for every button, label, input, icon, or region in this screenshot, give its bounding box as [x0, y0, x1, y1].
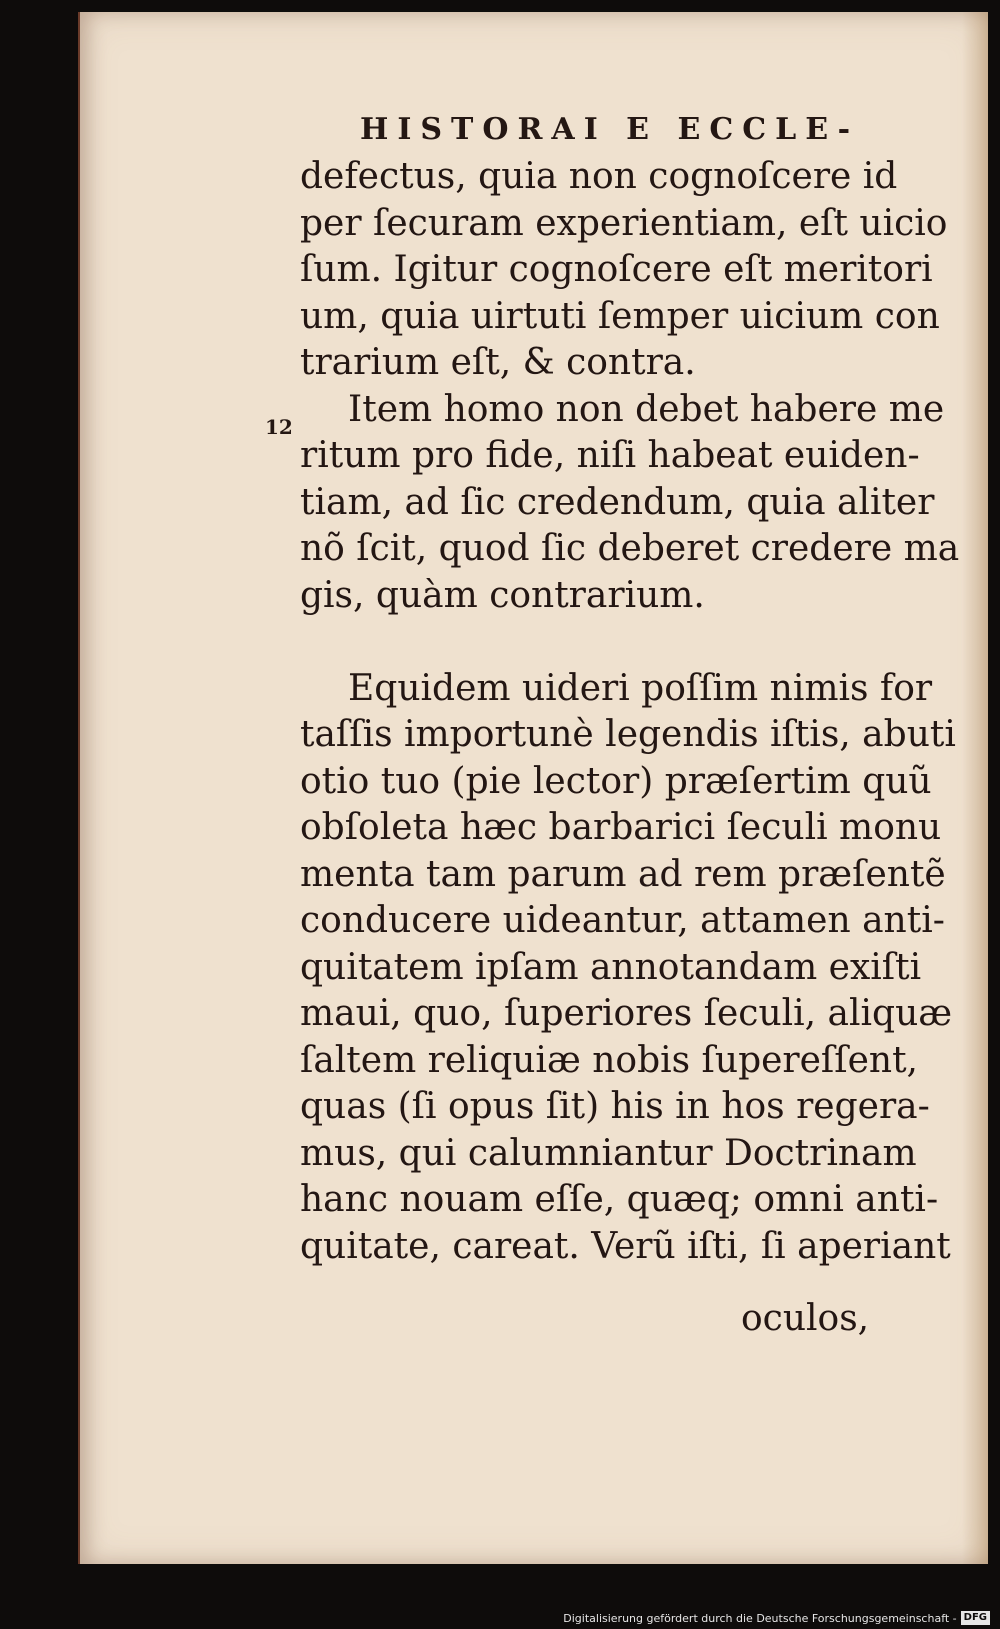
text-line: um, quia uirtuti ſemper uicium con — [300, 295, 940, 337]
text-line: tiam, ad ſic credendum, quia aliter — [300, 481, 935, 523]
footer-credit-text: Digitalisierung gefördert durch die Deutsche Forschungsgemeinschaft - — [563, 1611, 957, 1625]
paragraph-3 — [300, 666, 956, 1271]
text-line: maui, quo, ſuperiores ſeculi, aliquæ — [300, 993, 953, 1034]
body-text — [300, 154, 960, 1270]
text-line: conducere uideantur, attamen anti- — [300, 900, 945, 941]
running-head: HISTORAI E ECCLE- — [360, 112, 860, 147]
text-line: ſaltem reliquiæ nobis ſupereſſent, — [300, 1039, 918, 1081]
text-line: quas (ſi opus ſit) his in hos regera- — [300, 1086, 930, 1127]
text-line: per ſecuram experientiam, eſt uicio — [300, 202, 948, 244]
text-line: gis, quàm contrarium. — [300, 574, 705, 616]
catchword: oculos, — [741, 1298, 870, 1339]
paragraph-1 — [300, 154, 948, 387]
dfg-logo: DFG — [961, 1611, 990, 1625]
digitization-footer — [563, 1611, 990, 1625]
text-line: hanc nouam eſſe, quæq; omni anti- — [300, 1179, 939, 1220]
text-line: quitate, careat. Verũ iſti, ſi aperiant — [300, 1225, 951, 1267]
paragraph-gap — [300, 619, 940, 666]
text-line: ritum pro fide, niſi habeat euiden- — [300, 435, 920, 476]
paragraph-2 — [300, 387, 960, 620]
text-line: trarium eſt, & contra. — [300, 342, 696, 383]
text-line: defectus, quia non cognoſcere id — [300, 156, 898, 197]
text-line: ſum. Igitur cognoſcere eſt meritori — [300, 249, 933, 290]
margin-number: 12 — [265, 415, 293, 439]
text-line: obſoleta hæc barbarici ſeculi monu — [300, 807, 942, 848]
text-line: mus, qui calumniantur Doctrinam — [300, 1132, 917, 1174]
text-line: taſſis importunè legendis iſtis, abuti — [300, 714, 956, 755]
text-line: Equidem uideri poſſim nimis for — [348, 667, 933, 709]
text-line: quitatem ipſam annotandam exiſti — [300, 946, 922, 988]
text-line: Item homo non debet habere me — [348, 388, 945, 430]
text-line: nõ ſcit, quod ſic deberet credere ma — [300, 528, 960, 569]
text-line: menta tam parum ad rem præſentẽ — [300, 853, 946, 895]
text-line: otio tuo (pie lector) præſertim quũ — [300, 760, 932, 802]
